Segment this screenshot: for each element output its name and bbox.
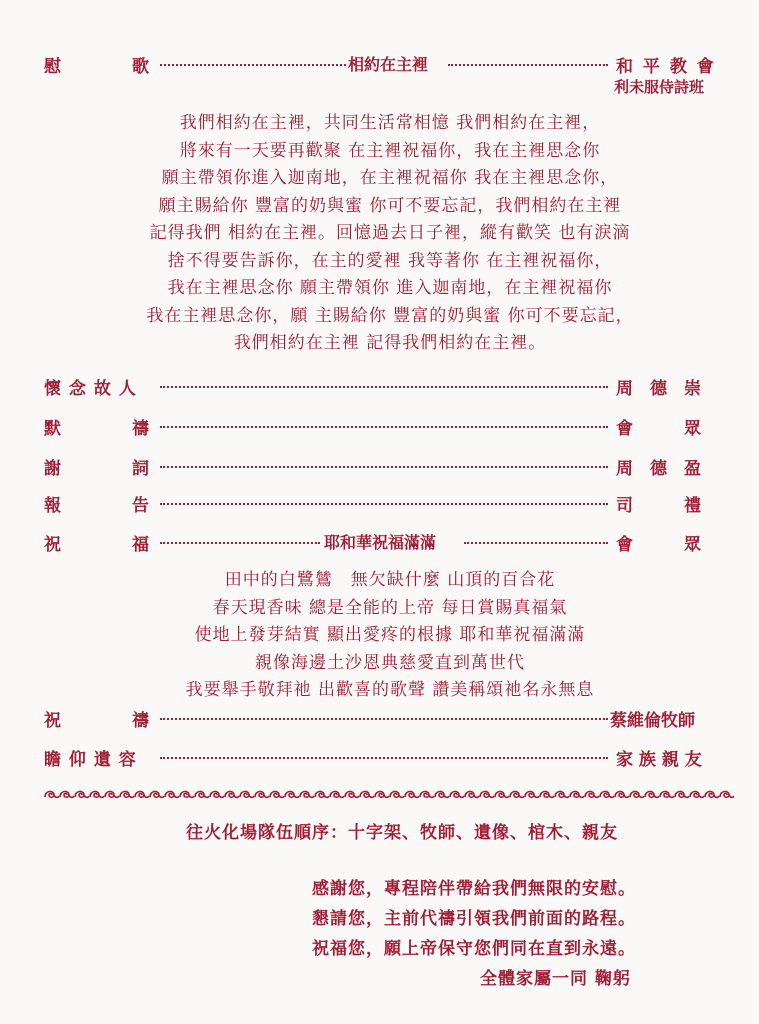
lyric-line: 捨不得要告訴你，在主的愛裡 我等著你 在主裡祝福你，: [167, 250, 613, 271]
program-person: 司 禮: [616, 496, 701, 516]
program-label-part: 詞: [132, 459, 150, 479]
dotted-leader: [160, 542, 320, 544]
family-signature: 全體家屬一同 鞠躬: [480, 969, 631, 989]
program-row-thanks-speech: [44, 454, 734, 480]
dotted-leader: [464, 542, 608, 544]
program-label-part: 告: [132, 496, 150, 516]
program-person: 會 眾: [616, 419, 701, 439]
program-label-part: 默: [44, 419, 62, 439]
program-label-part: 慰: [44, 57, 62, 77]
performer-subtitle: 利未服侍詩班: [614, 78, 705, 96]
program-label-part: 報: [44, 496, 62, 516]
lyric-line: 我要舉手敬拜祂 出歡喜的歌聲 讚美稱頌祂名永無息: [185, 680, 595, 700]
scroll-ornament-icon: [44, 786, 734, 802]
program-row-silent-prayer: [44, 414, 734, 440]
dotted-leader: [448, 64, 608, 66]
thanks-line: 感謝您，專程陪伴帶給我們無限的安慰。: [312, 879, 636, 899]
decorative-divider: [44, 786, 734, 802]
song-lyrics-1: [90, 110, 690, 358]
lyric-line: 田中的白鷺鷥 無欠缺什麼 山頂的百合花: [224, 570, 556, 590]
performer-name: 和 平 教 會: [616, 57, 716, 77]
lyric-line: 親像海邊土沙恩典慈愛直到萬世代: [255, 652, 525, 673]
procession-order: 往火化場隊伍順序：十字架、牧師、遺像、棺木、親友: [186, 823, 618, 843]
program-label-part: 禱: [132, 711, 150, 731]
program-row-remembrance: [44, 374, 734, 400]
program-label-part: 歌: [132, 57, 150, 77]
dotted-leader: [160, 64, 346, 66]
program-label-part: 謝: [44, 459, 62, 479]
program-label-part: 禱: [132, 419, 150, 439]
program-label-part: 祝: [44, 711, 62, 731]
program-row-viewing: [44, 745, 734, 771]
program-label-part: 福: [132, 535, 150, 555]
song-title: 相約在主裡: [348, 55, 429, 74]
program-row-benediction: [44, 706, 734, 732]
dotted-leader: [160, 386, 608, 388]
dotted-leader: [160, 503, 608, 505]
program-person: 蔡維倫牧師: [610, 711, 695, 731]
program-row-comfort-song: [44, 52, 734, 96]
lyric-line: 我在主裡思念你 願主帶領你 進入迦南地，在主裡祝福你: [167, 278, 613, 298]
thanks-line: 懇請您，主前代禱引領我們前面的路程。: [312, 909, 636, 929]
dotted-leader: [160, 718, 608, 720]
song-lyrics-2: [90, 567, 690, 705]
lyric-line: 我們相約在主裡，共同生活常相憶 我們相約在主裡，: [179, 113, 601, 133]
lyric-line: 我在主裡思念你，願 主賜給你 豐富的奶與蜜 你可不要忘記，: [146, 305, 634, 326]
program-label-part: 祝: [44, 535, 62, 555]
lyric-line: 使地上發芽結實 顯出愛疼的根據 耶和華祝福滿滿: [194, 625, 586, 645]
program-label: 懷 念 故 人: [44, 379, 137, 399]
lyric-line: 將來有一天要再歡聚 在主裡祝福你，我在主裡思念你: [179, 140, 601, 161]
program-row-blessing-song: [44, 530, 734, 556]
lyric-line: 我們相約在主裡 記得我們相約在主裡。: [233, 333, 547, 353]
lyric-line: 願主帶領你進入迦南地，在主裡祝福你 我在主裡思念你，: [161, 168, 619, 188]
song-title: 耶和華祝福滿滿: [324, 533, 437, 552]
dotted-leader: [160, 426, 608, 428]
program-person: 會 眾: [616, 535, 701, 555]
program-row-announcements: [44, 491, 734, 517]
dotted-leader: [160, 466, 608, 468]
program-person: 家 族 親 友: [616, 750, 702, 770]
program-label: 瞻 仰 遺 容: [44, 750, 137, 770]
lyric-line: 記得我們 相約在主裡。回憶過去日子裡，縱有歡笑 也有淚滴: [149, 223, 631, 243]
program-person: 周 德 盈: [616, 459, 701, 479]
thanks-line: 祝福您，願上帝保守您們同在直到永遠。: [312, 939, 636, 959]
program-person: 周 德 崇: [616, 379, 701, 399]
dotted-leader: [160, 757, 608, 759]
lyric-line: 春天現香味 總是全能的上帝 每日賞賜真福氣: [212, 597, 568, 618]
thanks-message: [312, 874, 636, 994]
lyric-line: 願主賜給你 豐富的奶與蜜 你可不要忘記，我們相約在主裡: [158, 195, 622, 216]
